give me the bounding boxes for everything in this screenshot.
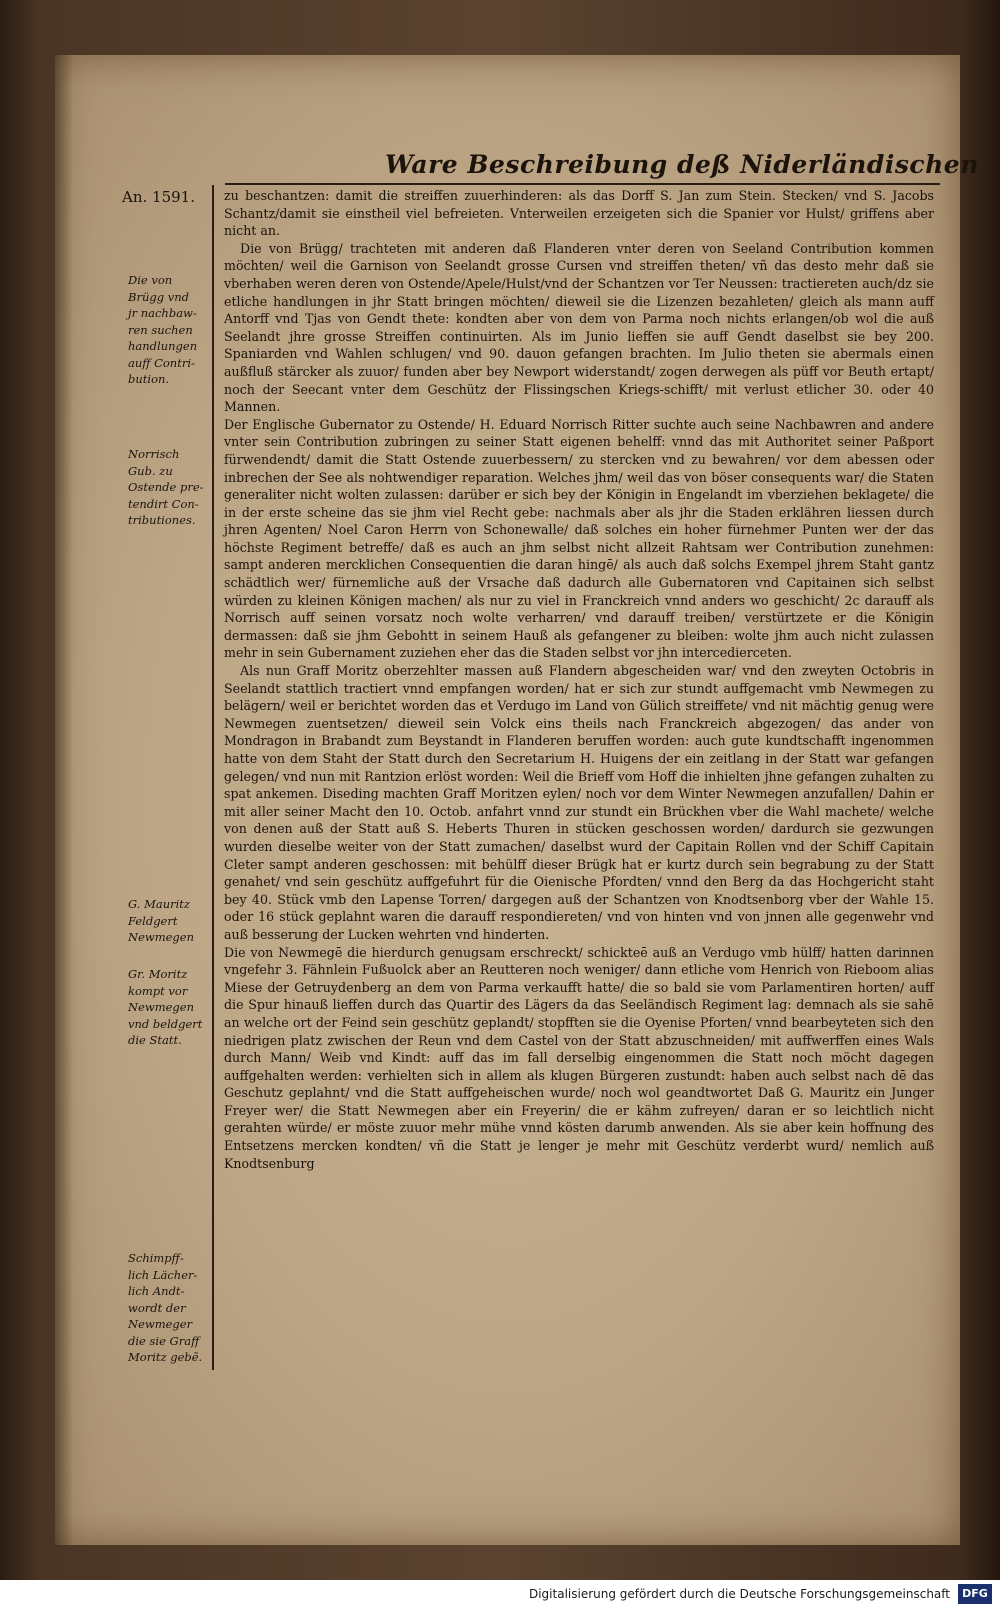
margin-divider: [212, 185, 214, 1370]
running-head: Ware Beschreibung deß Niderländischen: [385, 150, 979, 179]
margin-note: Die von Brügg vnd jr nachbaw- ren suchen handlungen auff Contri- bution.: [128, 273, 198, 386]
margin-note: G. Mauritz Feldgert Newmegen: [128, 897, 194, 944]
binding-shadow: [55, 55, 73, 1545]
header-rule: [225, 183, 940, 185]
paragraph: Der Englische Gubernator zu Ostende/ H. Eduard Norrisch Ritter suchte auch seine Nachbawren and andere vnter sein Contribution zubringen zu seiner Statt eigenen behelff: vnnd das mit Authoritet seiner Paßport fürwendendt/ damit die Statt Ostende zuuerbessern/ zu stercken vnd zu bewahren/ vor dem abessen oder inbrechen der See als nohtwendiger reparation. Welches jhm/ weil das von böser consequents war/ die Staten generaliter nicht wolten zulassen: darüber er sich bey der Königin in Engelandt im vberziehen beklagete/ die in der erste scheine das sie jhm viel Recht gebe: nachmals aber als jhr die Staden erklähren liessen durch jhren Agenten/ Noel Caron Herrn von Schonewalle/ daß solches ein hoher fürnehmer Punten wer der das höchste Regiment betreffe/ daß es auch an jhm selbst nicht allzeit Rahtsam wer Contribution zunehmen: sampt anderen mercklichen Consequentien die daran hingē/ als auch daß solchs Exempel jhrem Staht gantz schädtlich wer/ fürnemliche auß der Vrsache daß dadurch alle Gubernatoren vnd Capitainen sich selbst würden zu kleinen Königen machen/ als nur zu viel in Franckreich vnnd anders wo geschicht/ 2c darauff als Norrisch auff seinen vorsatz noch wolte verharren/ vnd darauff treiben/ verstürtzete er die Königin dermassen: daß sie jhm Gebohtt in seinem Hauß als gefangener zu bleiben: wolte jhm auch nicht zulassen mehr in sein Gubernament zuziehen eher das die Staden selbst vor jhn intercedierceten.: [224, 416, 934, 661]
main-text-column: [224, 187, 934, 1172]
funding-credit: Digitalisierung gefördert durch die Deutsche Forschungsgemeinschaft: [528, 1587, 950, 1601]
margin-note: Gr. Moritz kompt vor Newmegen vnd beldgert die Statt.: [128, 967, 203, 1047]
digitization-footer: [0, 1580, 1000, 1609]
paragraph: Als nun Graff Moritz oberzehlter massen auß Flandern abgescheiden war/ vnd den zweyten Octobris in Seelandt stattlich tractiert vnnd empfangen worden/ hat er sich zur stundt auffgemacht vmb Newmegen zu belägern/ weil er berichtet worden das et Verdugo im Land von Gülich streiffete/ vnd nit mächtig genug were Newmegen zuentsetzen/ dieweil sein Volck eins theils nach Franckreich abgezogen/ das ander von Mondragon in Brabandt zum Beystandt in Flanderen beruffen worden: auch gute kundtschafft ingenommen hatte von dem Staht der Statt durch den Secretarium H. Huigens der ein zeitlang in der Statt war gefangen gelegen/ vnd nun mit Rantzion erlöst worden: Weil die Brieff vom Hoff die inhielten jhne gefangen zuhalten zu spat ankemen. Diseding machten Graff Moritzen eylen/ noch vor dem Winter Newmegen anzufallen/ Dahin er mit aller seiner Macht den 10. Octob. anfahrt vnnd zur stundt ein Brückhen vber die Wahl machete/ welche von denen auß der Statt auß S. Heberts Thuren in stücken geschossen worden/ dardurch sie gezwungen wurden dieselbe weiter von der Statt zumachen/ daselbst wurd der Capitain Rollen vnd der Schiff Capitain Cleter sampt anderen geschossen: mit behülff dieser Brügk hat er kurtz durch sein begrabung zu der Statt genahet/ vnd sein geschütz auffgefuhrt für die Oienische Pfordten/ vnnd den Berg da das Hochgericht staht bey 40. Stück vmb den Lapense Torren/ dargegen auß der Schantzen von Knodtsenborg vber der Wahle 15. oder 16 stück geplahnt waren die darauff respondiereten/ vnd von hinten vnd von jnnen alle gegenwehr vnd auß besserung der Lucken wehrten vnd hinderten.: [224, 663, 934, 942]
paragraph: Die von Brügg/ trachteten mit anderen daß Flanderen vnter deren von Seeland Contribution kommen möchten/ weil die Garnison von Seelandt grosse Cursen vnd streiffen theten/ vñ das desto mehr daß sie vberhaben weren deren von Ostende/Apele/Hulst/vnd der Schantzen vor Ter Neussen: tractiereten auch/dz sie etliche handlungen in jhr Statt bringen möchten/ dieweil sie die Lizenzen bezahleten/ gleich als mann auff Antorff vnd Tjas von Gendt thete: kondten aber von dem von Parma noch nichts erlangen/ob wol die auß Seelandt jhre grosse Streiffen continuirten. Als im Junio lieffen sie auff Gendt daselbst sie bey 200. Spaniarden vnd Wahlen schlugen/ vnd 90. dauon gefangen brachten. Im Julio theten sie abermals einen außfluß stärcker als zuuor/ funden aber bey Newport widerstandt/ zogen derwegen als püff vor Beuth ertapt/ noch der Seecant vnter dem Geschütz der Flissingschen Kriegs-schifft/ mit verlust etlicher 30. oder 40 Mannen.: [224, 240, 934, 415]
paragraph: Die von Newmegē die hierdurch genugsam erschreckt/ schickteē auß an Verdugo vmb hülff/ hatten darinnen vngefehr 3. Fähnlein Fußuolck aber an Reutteren noch weniger/ dann etliche vom Henrich von Rieboom alias Miese der Getruydenberg an dem von Parma verkaufft hatte/ die so bald sie vom Parlamentiren horten/ auff die Spur hinauß lieffen durch das Quartir des Lägers da das Seeländisch Regiment lag: demnach als sie sahē an welche ort der Feind sein geschütz geplandt/ stopfften sie die Oyenise Pforten/ vnnd bearbeyteten sich den niedrigen platz zwischen der Reun vnd dem Castel von der Statt abzuschneiden/ mit auffwerffen eines Wals durch Mann/ Weib vnd Kindt: auff das im fall derselbig eingenommen die Statt noch möcht dagegen auffgehalten werden: verhielten sich in allem als klugen Bürgeren zustundt: haben auch selbst nach dē das Geschutz geplahnt/ vnd die Statt auffgeheischen wurde/ noch wol geandtwortet Daß G. Mauritz ein Junger Freyer wer/ die Statt Newmegen aber ein Freyerin/ die er kähm zufreyen/ daran er so leichtlich nicht gerahten würde/ er möste zuuor mehr mühe vnnd kösten darumb anwenden. Als sie aber kein hoffnung des Entsetzens mercken kondten/ vñ die Statt je lenger je mehr mit Geschütz verderbt wurd/ nemlich auß Knodtsenburg: [224, 944, 934, 1171]
year-marker: An. 1591.: [122, 188, 195, 206]
dfg-logo: DFG: [958, 1584, 992, 1604]
paragraph: zu beschantzen: damit die streiffen zuuerhinderen: als das Dorff S. Jan zum Stein. Stecken/ vnd S. Jacobs Schantz/damit sie einstheil viel befreieten. Vnterweilen erzeigeten sich die Spanier vor Hulst/ griffens aber nicht an.: [224, 188, 934, 239]
margin-note: Schimpff- lich Lächer- lich Andt- wordt der Newmeger die sie Graff Moritz gebē.: [128, 1251, 203, 1364]
margin-note: Norrisch Gub. zu Ostende pre- tendirt Con- tributiones.: [128, 447, 204, 527]
